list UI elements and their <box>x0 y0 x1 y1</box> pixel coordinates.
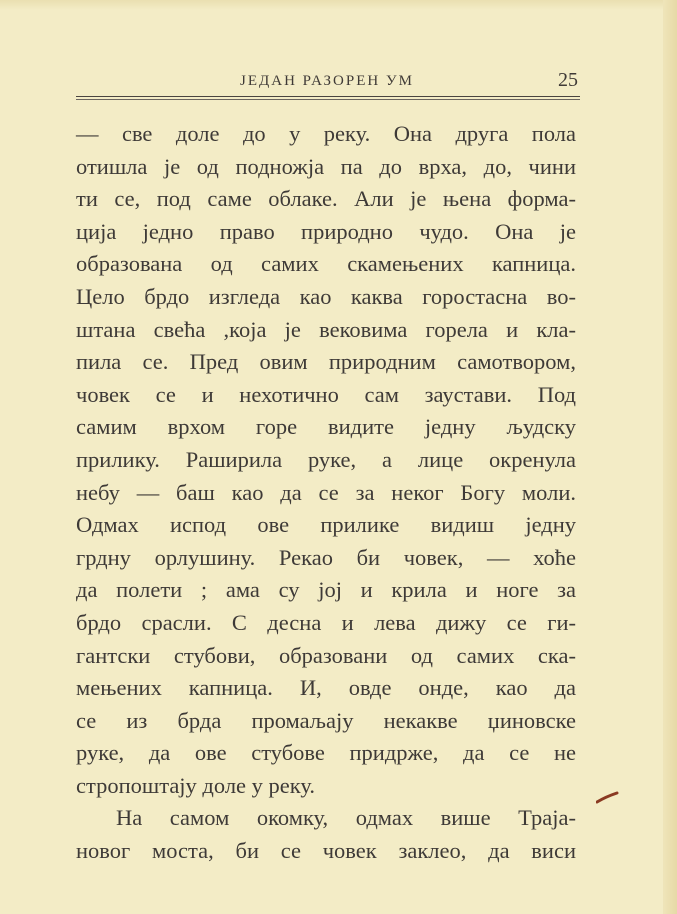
text-line: мењених капница. И, овде онде, као да <box>76 675 576 701</box>
text-line: самим врхом горе видите једну људску <box>76 414 576 440</box>
text-line: Цело брдо изгледа као каква горостасна во- <box>76 283 576 309</box>
text-line: брдо срасли. С десна и лева дижу се ги- <box>76 609 576 635</box>
text-line: образована од самих скамењених капница. <box>76 251 576 277</box>
text-line: ција једно право природно чудо. Она је <box>76 218 576 244</box>
text-line: новог моста, би се човек заклео, да виси <box>76 838 576 864</box>
running-head <box>80 69 580 97</box>
text-line: руке, да ове стубове придрже, да се не <box>76 740 576 766</box>
paragraph-end-line: стропоштају доле у реку. <box>76 772 316 798</box>
paragraph-start-line: На самом окомку, одмах више Трајa- <box>116 805 576 831</box>
text-line: гантски стубови, образовани од самих ска- <box>76 642 576 668</box>
text-line: — све доле до у реку. Она друга пола <box>76 121 576 146</box>
header-rule-thin <box>76 99 580 100</box>
text-line: Одмах испод ове прилике видиш једну <box>76 512 576 538</box>
running-title: ЈЕДАН РАЗОРЕН УМ <box>240 73 414 89</box>
text-line: штана свећа ,која је вековима горела и кла- <box>76 316 576 342</box>
text-line: пила се. Пред овим природним самотвором, <box>76 349 576 375</box>
page-top-shadow <box>0 0 677 10</box>
page-right-edge <box>663 0 677 914</box>
text-line: небу — баш као да се за неког Богу моли. <box>76 479 576 505</box>
text-line: да полети ; ама су јој и крила и ноге за <box>76 577 576 603</box>
text-line: се из брда промаљају некакве џиновске <box>76 707 576 733</box>
text-line: човек се и нехотично сам заустави. Под <box>76 381 576 407</box>
header-rule <box>76 96 580 97</box>
body-text <box>76 118 576 868</box>
text-line: отишла је од подножја па до врха, до, чини <box>76 153 576 179</box>
text-line: прилику. Раширила руке, а лице окренула <box>76 446 576 472</box>
pencil-mark-icon <box>596 790 620 806</box>
text-line: грдну орлушину. Рекао би човек, — хоће <box>76 544 576 570</box>
text-line: ти се, под саме облаке. Али је њена форма- <box>76 186 576 212</box>
page-number: 25 <box>558 69 578 91</box>
